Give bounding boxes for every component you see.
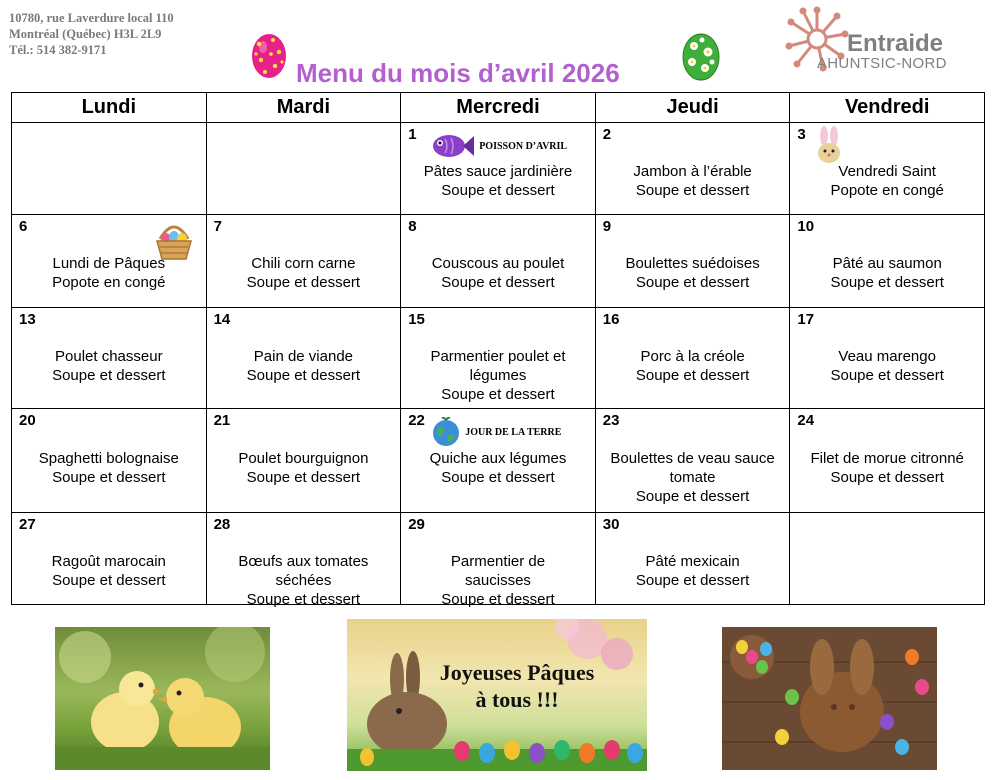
menu-text bbox=[598, 449, 788, 506]
menu-line: Soupe et dessert bbox=[52, 572, 166, 589]
day-cell bbox=[595, 308, 790, 409]
pink-easter-egg-icon bbox=[249, 30, 289, 80]
menu-line: Vendredi Saint bbox=[838, 163, 936, 180]
day-cell bbox=[12, 409, 207, 513]
day-cell bbox=[595, 513, 790, 605]
weekday-header: Jeudi bbox=[595, 93, 790, 123]
day-number: 27 bbox=[19, 516, 36, 533]
menu-text bbox=[209, 449, 399, 487]
weekday-header-row bbox=[12, 93, 985, 123]
menu-line: Soupe et dessert bbox=[52, 367, 166, 384]
special-day-label bbox=[431, 131, 567, 161]
menu-line: Chili corn carne bbox=[251, 255, 356, 272]
day-cell bbox=[790, 409, 985, 513]
menu-line: Soupe et dessert bbox=[246, 469, 361, 486]
day-number: 14 bbox=[213, 311, 231, 328]
menu-text bbox=[598, 347, 788, 385]
easter-banner bbox=[347, 619, 647, 771]
day-cell bbox=[206, 409, 401, 513]
menu-line: Parmentier poulet et bbox=[430, 348, 566, 365]
day-cell bbox=[12, 215, 207, 308]
day-number: 23 bbox=[602, 412, 620, 429]
calendar-week-row bbox=[12, 513, 985, 605]
menu-line: Lundi de Pâques bbox=[52, 255, 166, 272]
address-line: Montréal (Québec) H3L 2L9 bbox=[9, 27, 162, 41]
menu-text bbox=[403, 254, 593, 292]
menu-line: Soupe et dessert bbox=[830, 367, 944, 384]
day-cell bbox=[790, 123, 985, 215]
chocolate-eggs-illustration bbox=[722, 627, 937, 770]
fish-icon bbox=[431, 131, 475, 161]
day-number: 28 bbox=[213, 516, 231, 533]
day-number: 30 bbox=[602, 516, 620, 533]
menu-text bbox=[598, 254, 788, 292]
day-number: 20 bbox=[19, 412, 36, 429]
menu-text bbox=[792, 347, 982, 385]
day-number: 7 bbox=[213, 218, 222, 235]
menu-line: séchées bbox=[275, 572, 332, 589]
menu-line: Soupe et dessert bbox=[52, 469, 166, 486]
day-cell bbox=[595, 215, 790, 308]
menu-line: Popote en congé bbox=[830, 182, 944, 199]
menu-text bbox=[403, 162, 593, 200]
day-cell bbox=[12, 123, 207, 215]
menu-line: Porc à la créole bbox=[640, 348, 745, 365]
day-cell bbox=[401, 308, 596, 409]
bunny-icon bbox=[814, 126, 844, 164]
menu-line: saucisses bbox=[465, 572, 531, 589]
day-number: 10 bbox=[797, 218, 815, 235]
menu-line: Soupe et dessert bbox=[830, 469, 944, 486]
banner-line: Joyeuses Pâques bbox=[439, 660, 595, 685]
day-cell bbox=[401, 513, 596, 608]
menu-text bbox=[209, 552, 399, 609]
menu-line: Soupe et dessert bbox=[441, 591, 555, 608]
day-cell bbox=[206, 308, 401, 409]
banner-greeting bbox=[417, 659, 617, 713]
day-number: 17 bbox=[797, 311, 815, 328]
menu-text bbox=[598, 162, 788, 200]
day-number: 15 bbox=[408, 311, 425, 328]
day-cell bbox=[206, 513, 401, 608]
menu-line: Pâté mexicain bbox=[645, 553, 740, 570]
address-block bbox=[9, 10, 174, 58]
menu-line: légumes bbox=[469, 367, 527, 384]
weekday-header: Vendredi bbox=[790, 93, 985, 123]
chocolate-bunny-photo bbox=[722, 627, 937, 770]
menu-line: Popote en congé bbox=[52, 274, 166, 291]
day-cell bbox=[401, 123, 596, 215]
calendar-week-row bbox=[12, 123, 985, 215]
chicks-photo bbox=[55, 627, 270, 770]
menu-text bbox=[209, 347, 399, 385]
menu-line: Ragoût marocain bbox=[51, 553, 166, 570]
day-number: 13 bbox=[19, 311, 36, 328]
address-line: 10780, rue Laverdure local 110 bbox=[9, 11, 174, 25]
calendar-week-row bbox=[12, 308, 985, 409]
menu-line: Spaghetti bolognaise bbox=[38, 450, 179, 467]
menu-line: Pain de viande bbox=[253, 348, 354, 365]
day-number: 16 bbox=[602, 311, 620, 328]
day-cell bbox=[12, 513, 207, 605]
menu-line: Parmentier de bbox=[450, 553, 546, 570]
weekday-header: Lundi bbox=[12, 93, 207, 123]
menu-text bbox=[14, 552, 204, 590]
day-number: 3 bbox=[797, 126, 806, 143]
day-cell bbox=[401, 409, 596, 513]
menu-line: Quiche aux légumes bbox=[429, 450, 567, 467]
address-line: Tél.: 514 382-9171 bbox=[9, 43, 107, 57]
menu-line: Soupe et dessert bbox=[441, 469, 555, 486]
menu-line: Soupe et dessert bbox=[635, 367, 750, 384]
menu-text bbox=[14, 347, 204, 385]
day-cell bbox=[790, 513, 985, 605]
weekday-header: Mercredi bbox=[401, 93, 596, 123]
menu-line: Pâtes sauce jardinière bbox=[423, 163, 573, 180]
calendar-week-row bbox=[12, 409, 985, 513]
day-number: 22 bbox=[408, 412, 425, 429]
menu-line: Soupe et dessert bbox=[635, 274, 750, 291]
day-number: 24 bbox=[797, 412, 815, 429]
menu-line: Filet de morue citronné bbox=[810, 450, 964, 467]
day-cell bbox=[790, 308, 985, 409]
menu-calendar bbox=[11, 92, 985, 608]
menu-line: Veau marengo bbox=[838, 348, 936, 365]
menu-line: Pâté au saumon bbox=[832, 255, 942, 272]
menu-text bbox=[403, 449, 593, 487]
day-cell bbox=[206, 123, 401, 215]
page-title: Menu du mois d’avril 2026 bbox=[296, 58, 620, 88]
menu-line: Couscous au poulet bbox=[431, 255, 565, 272]
menu-line: Soupe et dessert bbox=[246, 274, 361, 291]
menu-line: tomate bbox=[669, 469, 716, 486]
menu-text bbox=[598, 552, 788, 590]
green-easter-egg-icon bbox=[680, 30, 722, 82]
menu-line: Soupe et dessert bbox=[830, 274, 944, 291]
weekday-header: Mardi bbox=[206, 93, 401, 123]
special-day-text: JOUR DE LA TERRE bbox=[465, 426, 562, 438]
day-cell bbox=[595, 123, 790, 215]
special-day-label bbox=[431, 417, 561, 447]
logo-subtitle: AHUNTSIC-NORD bbox=[817, 55, 947, 72]
menu-line: Soupe et dessert bbox=[635, 572, 750, 589]
day-cell bbox=[595, 409, 790, 513]
organization-logo bbox=[785, 6, 985, 74]
day-number: 9 bbox=[602, 218, 612, 235]
menu-text bbox=[403, 347, 593, 404]
day-number: 1 bbox=[408, 126, 417, 143]
earth-icon bbox=[431, 417, 461, 447]
day-cell bbox=[401, 215, 596, 308]
menu-text bbox=[14, 254, 204, 292]
menu-text bbox=[14, 449, 204, 487]
menu-text bbox=[792, 162, 982, 200]
menu-line: Bœufs aux tomates bbox=[238, 553, 369, 570]
day-number: 29 bbox=[408, 516, 425, 533]
menu-text bbox=[403, 552, 593, 609]
menu-line: Boulettes suédoises bbox=[625, 255, 760, 272]
menu-line: Soupe et dessert bbox=[441, 386, 555, 403]
menu-line: Poulet bourguignon bbox=[238, 450, 369, 467]
menu-line: Boulettes de veau sauce bbox=[610, 450, 775, 467]
day-number: 2 bbox=[602, 126, 612, 143]
day-number: 21 bbox=[213, 412, 231, 429]
day-number: 8 bbox=[408, 218, 417, 235]
menu-text bbox=[209, 254, 399, 292]
menu-line: Soupe et dessert bbox=[441, 274, 555, 291]
menu-line: Soupe et dessert bbox=[246, 591, 361, 608]
menu-line: Soupe et dessert bbox=[246, 367, 361, 384]
menu-line: Poulet chasseur bbox=[55, 348, 163, 365]
day-number: 6 bbox=[19, 218, 28, 235]
special-day-text: POISSON D’AVRIL bbox=[479, 140, 568, 152]
menu-line: Soupe et dessert bbox=[635, 182, 750, 199]
menu-line: Jambon à l’érable bbox=[633, 163, 752, 180]
chicks-illustration bbox=[55, 627, 270, 770]
calendar-week-row bbox=[12, 215, 985, 308]
menu-text bbox=[792, 449, 982, 487]
menu-line: Soupe et dessert bbox=[441, 182, 555, 199]
menu-text bbox=[792, 254, 982, 292]
logo-name: Entraide bbox=[847, 30, 944, 57]
day-cell bbox=[12, 308, 207, 409]
banner-line: à tous !!! bbox=[475, 687, 559, 712]
day-cell bbox=[206, 215, 401, 308]
menu-line: Soupe et dessert bbox=[635, 488, 750, 505]
day-cell bbox=[790, 215, 985, 308]
